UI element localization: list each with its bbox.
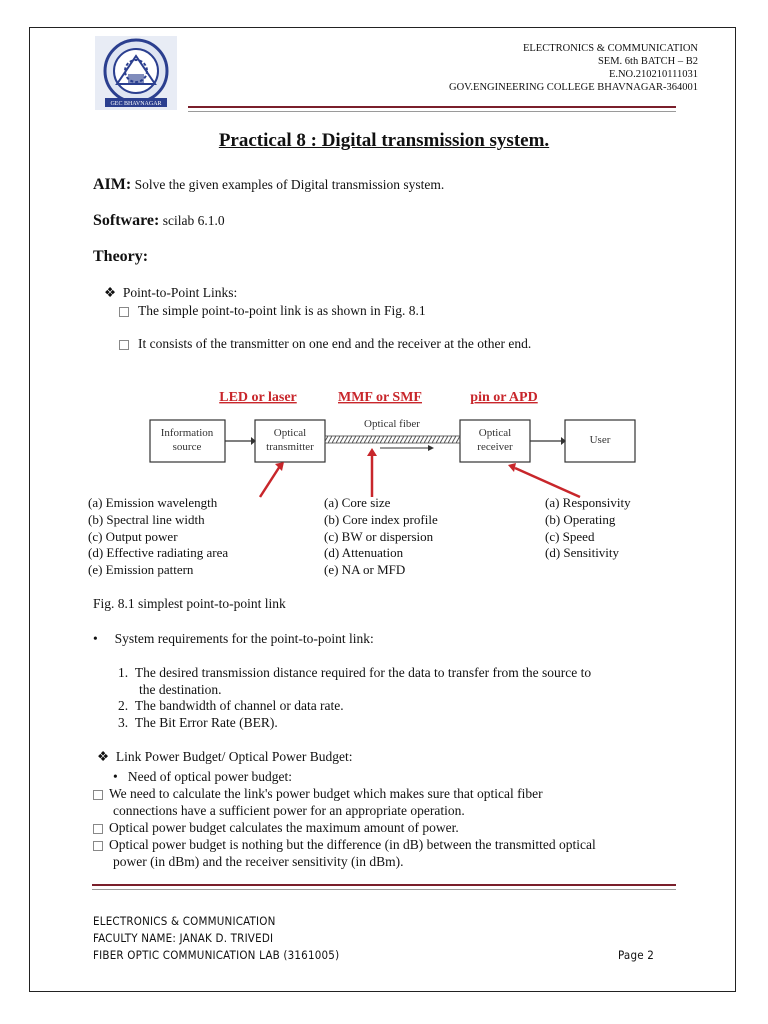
param-item: (c) Speed (545, 528, 595, 544)
checkbox-bullet-icon (93, 824, 103, 834)
logo-text: GEC BHAVNAGAR (110, 101, 162, 107)
budget-item-1 (93, 786, 668, 802)
checkbox-bullet-icon (119, 340, 129, 350)
budget-item-3-text: Optical power budget is nothing but the difference (in dB) between the transmitted optical (109, 837, 596, 852)
param-item: (a) Core size (324, 495, 391, 510)
p2p-item-1-text: The simple point-to-point link is as shown in Fig. 8.1 (138, 303, 426, 318)
requirement-num: 2. (118, 698, 129, 713)
param-item: (a) Responsivity (545, 495, 631, 510)
header-line-sem: SEM. 6th BATCH – B2 (597, 56, 698, 67)
header-line-enrollment: E.NO.210210111031 (608, 69, 698, 80)
requirement-item-1-cont: the destination. (139, 682, 222, 697)
block-receiver-line1: Optical (478, 427, 512, 439)
bullet-icon: • (113, 769, 118, 784)
footer-rule (92, 884, 676, 886)
param-item: (c) BW or dispersion (324, 528, 434, 544)
budget-item-3 (93, 837, 596, 853)
budget-item-1-cont: connections have a sufficient power for an appropriate operation. (113, 803, 465, 818)
aim-line (93, 176, 444, 194)
requirement-item-2 (118, 698, 344, 714)
param-item: (b) Operating (545, 511, 616, 527)
requirements-heading (93, 631, 374, 647)
budget-item-1-text: We need to calculate the link's power budget which makes sure that optical fiber (109, 786, 543, 801)
arrowhead-icon (428, 445, 434, 451)
red-pointer-transmitter (260, 466, 280, 497)
diamond-bullet-icon: ❖ (97, 749, 110, 764)
p2p-item-2 (119, 336, 531, 352)
param-item: (e) Emission pattern (88, 562, 194, 578)
figure-caption: Fig. 8.1 simplest point-to-point link (93, 596, 286, 611)
block-transmitter-line2: transmitter (266, 441, 314, 453)
label-pin-apd: pin or APD (470, 390, 538, 405)
p2p-item-1 (119, 303, 426, 319)
param-item: (e) NA or MFD (324, 562, 406, 578)
block-information-source-line1: Information (160, 427, 214, 439)
theory-heading (93, 248, 148, 266)
block-receiver-line2: receiver (477, 441, 513, 453)
param-item: (b) Spectral line width (88, 511, 205, 527)
red-arrowhead-icon (367, 448, 377, 456)
footer-lab: FIBER OPTIC COMMUNICATION LAB (3161005) (93, 948, 340, 962)
checkbox-bullet-icon (119, 307, 129, 317)
page-number: Page 2 (618, 948, 655, 962)
diamond-bullet-icon: ❖ (104, 285, 117, 300)
checkbox-bullet-icon (93, 790, 103, 800)
p2p-heading-text: Point-to-Point Links: (122, 285, 238, 300)
header-line-college: GOV.ENGINEERING COLLEGE BHAVNAGAR-364001 (449, 82, 698, 93)
budget-sub-text: Need of optical power budget: (127, 769, 293, 784)
theory-label: Theory: (93, 248, 149, 265)
requirement-item-1 (118, 665, 591, 681)
software-text: scilab 6.1.0 (162, 213, 225, 228)
params-fiber (324, 495, 438, 579)
p2p-item-2-text: It consists of the transmitter on one end and the receiver at the other end. (138, 336, 532, 351)
optical-fiber (325, 436, 460, 443)
p2p-heading (104, 285, 237, 301)
budget-heading-text: Link Power Budget/ Optical Power Budget: (115, 749, 353, 764)
param-item: (c) Output power (88, 528, 178, 544)
requirement-text: The desired transmission distance required for the data to transfer from the source to (134, 665, 592, 680)
block-user-label: User (589, 434, 611, 446)
software-line (93, 212, 225, 230)
requirement-num: 1. (118, 665, 129, 680)
requirement-text: The bandwidth of channel or data rate. (134, 698, 344, 713)
budget-item-2 (93, 820, 459, 836)
param-item: (b) Core index profile (324, 511, 438, 527)
aim-text: Solve the given examples of Digital transmission system. (134, 177, 445, 192)
red-pointer-receiver (515, 468, 580, 497)
label-mmf-smf: MMF or SMF (338, 390, 422, 405)
footer-dept: ELECTRONICS & COMMUNICATION (93, 914, 276, 928)
block-transmitter-line1: Optical (273, 427, 307, 439)
footer-faculty: FACULTY NAME: JANAK D. TRIVEDI (93, 931, 274, 945)
bullet-icon: • (93, 631, 98, 646)
header-rule-thin (188, 111, 676, 112)
params-receiver (545, 495, 631, 562)
param-item: (d) Effective radiating area (88, 545, 229, 561)
aim-label: AIM: (93, 176, 132, 193)
fiber-label: Optical fiber (364, 418, 420, 430)
param-item: (a) Emission wavelength (88, 495, 218, 510)
software-label: Software: (93, 212, 160, 229)
footer-rule-thin (92, 889, 676, 890)
block-information-source-line2: source (172, 441, 202, 453)
budget-sub (113, 769, 292, 785)
requirement-item-3 (118, 715, 278, 731)
checkbox-bullet-icon (93, 841, 103, 851)
header-rule (188, 106, 676, 108)
page-title: Practical 8 : Digital transmission system. (218, 130, 550, 151)
requirement-num: 3. (118, 715, 129, 730)
label-led-laser: LED or laser (219, 390, 297, 405)
requirement-text: The Bit Error Rate (BER). (134, 715, 278, 730)
college-logo (95, 36, 177, 110)
point-to-point-diagram (140, 380, 660, 498)
param-item: (d) Attenuation (324, 545, 404, 561)
requirements-heading-text: System requirements for the point-to-point link: (114, 631, 374, 646)
header-line-dept: ELECTRONICS & COMMUNICATION (522, 43, 698, 54)
budget-item-2-text: Optical power budget calculates the maximum amount of power. (109, 820, 459, 835)
params-transmitter (88, 495, 228, 579)
red-arrowhead-icon (508, 463, 516, 472)
budget-heading (97, 749, 352, 765)
param-item: (d) Sensitivity (545, 545, 620, 561)
budget-item-3-cont: power (in dBm) and the receiver sensitivity (in dBm). (113, 854, 404, 869)
